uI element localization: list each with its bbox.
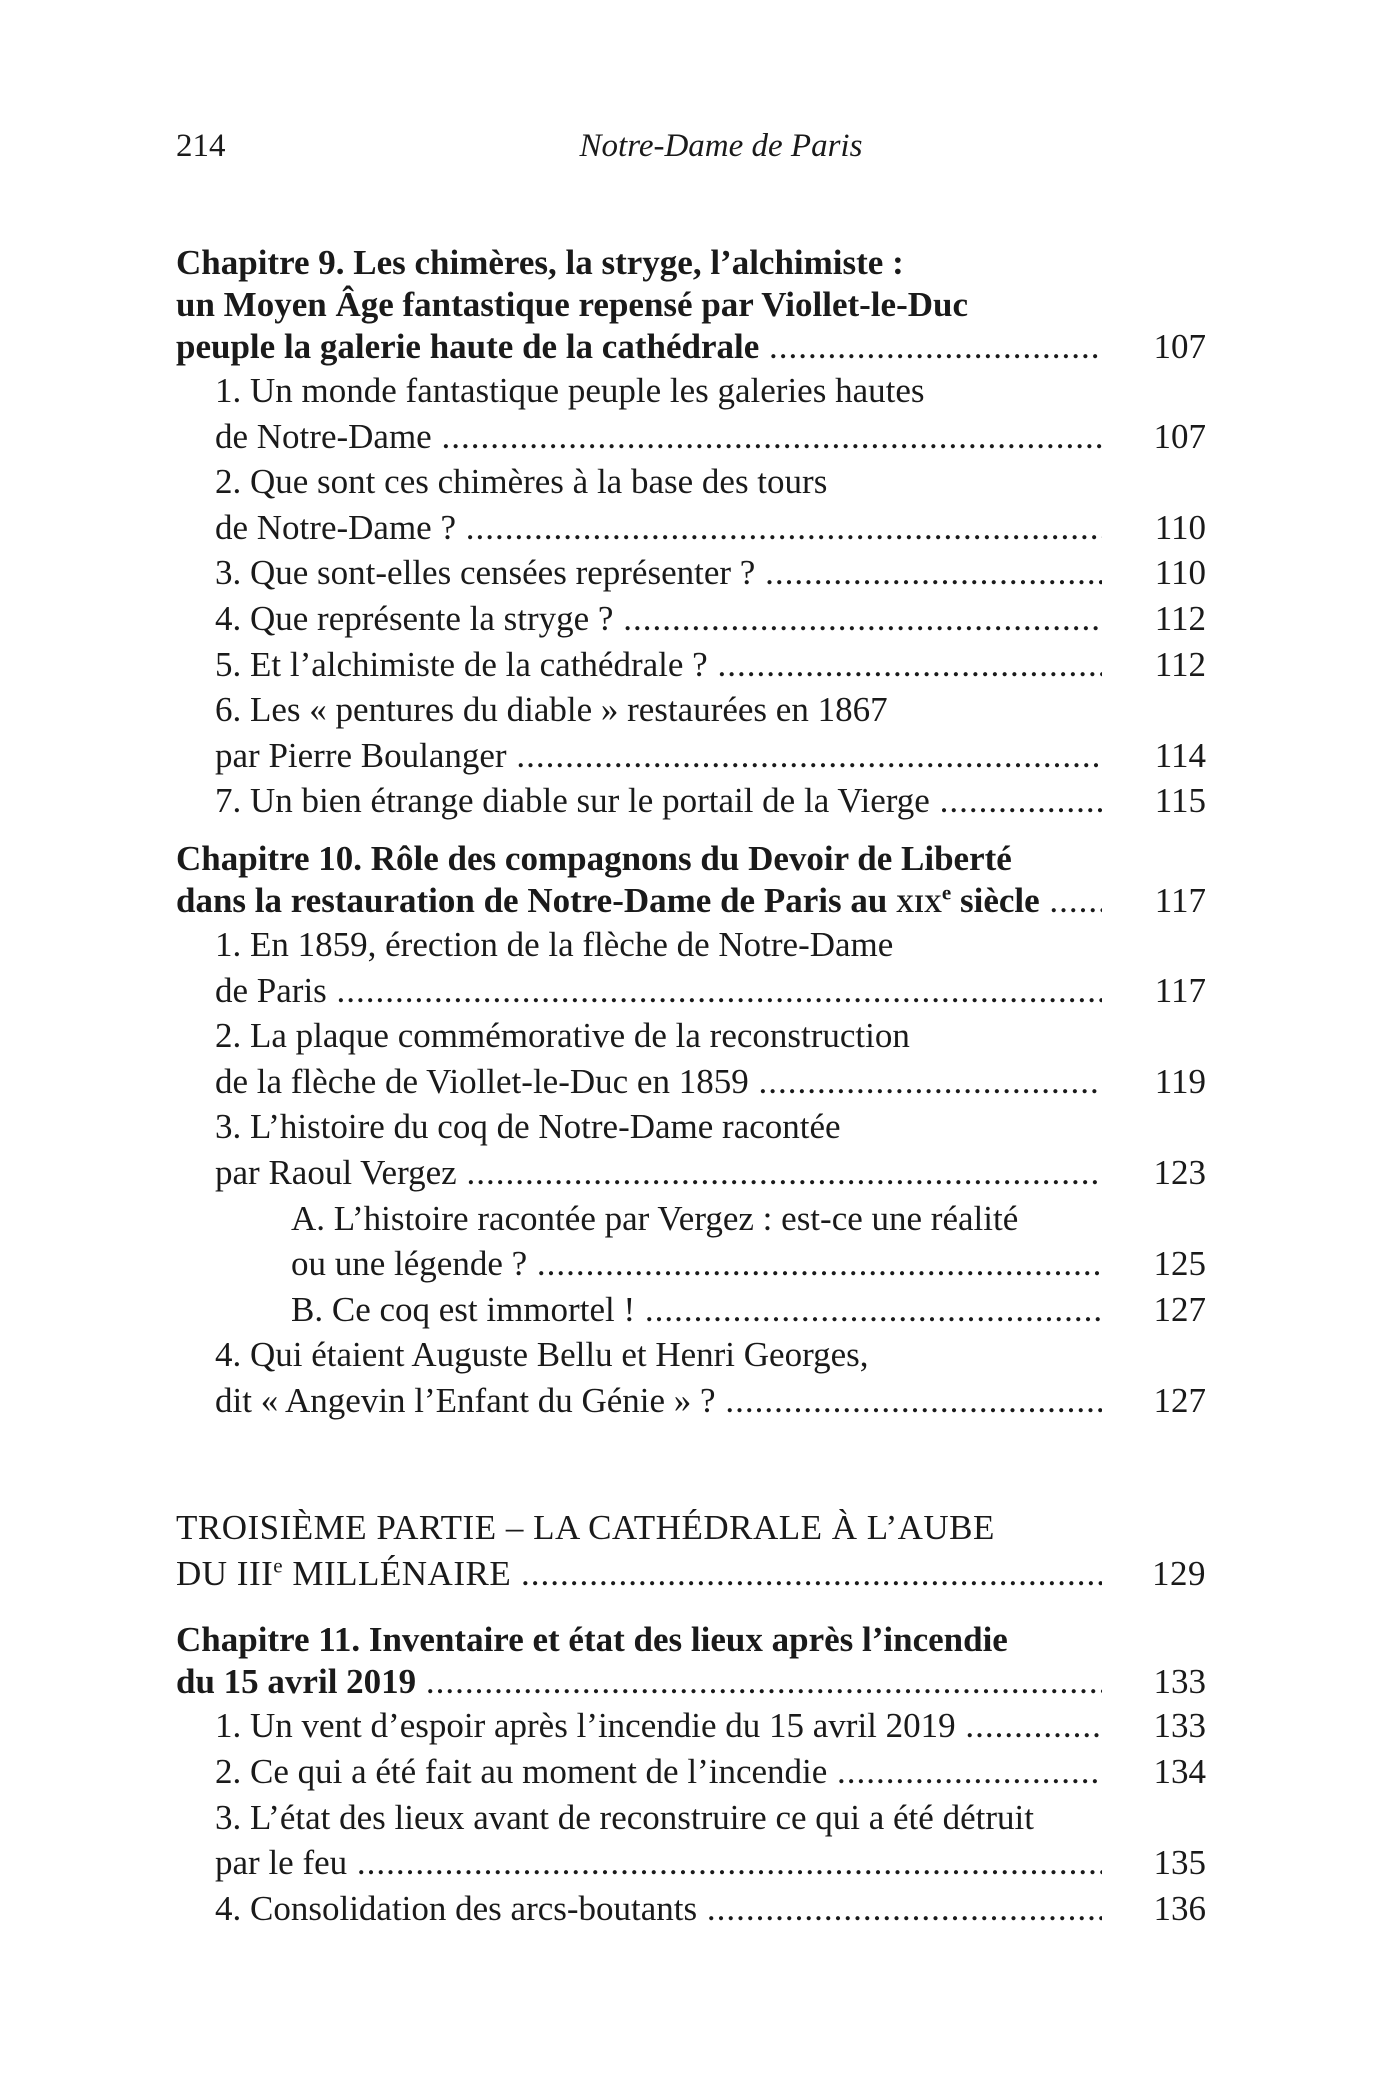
table-of-contents — [176, 242, 1206, 1931]
toc-item — [176, 1332, 1206, 1423]
toc-item-text: A. L’histoire racontée par Vergez : est-ce une réalité — [291, 1198, 1019, 1238]
toc-item — [176, 1013, 1206, 1104]
toc-subitem — [176, 1287, 1206, 1333]
toc-item — [176, 1749, 1206, 1795]
toc-page-number: 133 — [1153, 1662, 1206, 1702]
toc-item-text: 6. Les « pentures du diable » restaurées en 1867 — [215, 690, 888, 730]
toc-item-text: de Paris ..... — [215, 968, 1102, 1014]
toc-part-3 — [176, 1505, 1206, 1597]
toc-page-number: 135 — [1153, 1843, 1206, 1883]
chapter-title-line: Chapitre 11. Inventaire et état des lieux après l’incendie — [176, 1620, 1008, 1660]
toc-item — [176, 368, 1206, 459]
chapter-title-line: Chapitre 10. Rôle des compagnons du Devoir de Liberté — [176, 838, 1012, 878]
toc-page-number: 125 — [1153, 1244, 1206, 1284]
toc-item-text: 7. Un bien étrange diable sur le portail de la Vierge ..... — [215, 778, 1102, 824]
toc-subitem — [176, 1196, 1206, 1287]
toc-item — [176, 1795, 1206, 1886]
toc-chapter-10 — [176, 838, 1206, 922]
toc-item-text: par Raoul Vergez ..... — [215, 1150, 1102, 1196]
toc-page-number: 112 — [1154, 644, 1206, 684]
toc-item — [176, 1703, 1206, 1749]
toc-item-text: dit « Angevin l’Enfant du Génie » ? ..... — [215, 1378, 1102, 1424]
chapter-title-line: peuple la galerie haute de la cathédrale ..... — [176, 326, 1102, 368]
toc-item — [176, 922, 1206, 1013]
toc-item-text: 1. Un monde fantastique peuple les galeries hautes — [215, 371, 925, 410]
toc-page-number: 117 — [1154, 880, 1206, 920]
toc-item-text: 2. Que sont ces chimères à la base des tours — [215, 462, 828, 502]
toc-page-number: 114 — [1154, 735, 1206, 775]
toc-page-number: 133 — [1153, 1706, 1206, 1746]
toc-item-text: 5. Et l’alchimiste de la cathédrale ? ..... — [215, 642, 1102, 688]
running-title: Notre-Dame de Paris — [579, 128, 863, 164]
toc-item-text: ou une légende ? ..... — [291, 1241, 1102, 1287]
toc-item — [176, 778, 1206, 824]
chapter-title-line: du 15 avril 2019 ..... — [176, 1661, 1102, 1703]
toc-item-text: 2. Ce qui a été fait au moment de l’incendie ..... — [215, 1749, 1102, 1795]
toc-item — [176, 459, 1206, 550]
toc-item — [176, 642, 1206, 688]
toc-item — [176, 596, 1206, 642]
toc-item — [176, 1104, 1206, 1195]
toc-page-number: 127 — [1153, 1380, 1206, 1420]
toc-item-text: 4. Que représente la stryge ? ..... — [215, 596, 1102, 642]
toc-page-number: 123 — [1153, 1152, 1206, 1192]
chapter-title-line: dans la restauration de Notre-Dame de Paris au xix$^e$ siècle ..... — [176, 880, 1102, 922]
toc-item-text: B. Ce coq est immortel ! ..... — [291, 1287, 1102, 1333]
chapter-title-line: Chapitre 9. Les chimères, la stryge, l’alchimiste : — [176, 243, 904, 282]
toc-item-text: par le feu ..... — [215, 1840, 1102, 1886]
chapter-title-line: un Moyen Âge fantastique repensé par Viollet-le-Duc — [176, 285, 968, 324]
toc-page-number: 110 — [1154, 553, 1206, 593]
toc-page-number: 129 — [1152, 1554, 1206, 1594]
toc-item-text: de la flèche de Viollet-le-Duc en 1859 ..... — [215, 1059, 1102, 1105]
toc-page-number: 112 — [1154, 598, 1206, 638]
toc-page-number: 115 — [1154, 781, 1206, 821]
toc-page-number: 107 — [1153, 327, 1206, 366]
toc-page-number: 110 — [1154, 507, 1206, 547]
toc-chapter-11 — [176, 1619, 1206, 1703]
page-number: 214 — [176, 128, 226, 164]
toc-item-text: 3. L’histoire du coq de Notre-Dame racontée — [215, 1107, 841, 1147]
toc-item — [176, 550, 1206, 596]
toc-page-number: 107 — [1153, 416, 1206, 456]
toc-item-text: de Notre-Dame ? ..... — [215, 505, 1102, 551]
toc-item-text: 1. En 1859, érection de la flèche de Notre-Dame — [215, 924, 894, 964]
toc-item-text: 3. L’état des lieux avant de reconstruire ce qui a été détruit — [215, 1797, 1034, 1837]
toc-item-text: 1. Un vent d’espoir après l’incendie du 15 avril 2019 ..... — [215, 1703, 1102, 1749]
part-title-line: TROISIÈME PARTIE – LA CATHÉDRALE À L’AUBE — [176, 1508, 995, 1548]
toc-page-number: 127 — [1153, 1289, 1206, 1329]
toc-item — [176, 687, 1206, 778]
toc-item-text: 4. Qui étaient Auguste Bellu et Henri Georges, — [215, 1335, 869, 1375]
toc-item — [176, 1886, 1206, 1932]
toc-chapter-9 — [176, 242, 1206, 368]
toc-item-text: 2. La plaque commémorative de la reconstruction — [215, 1016, 910, 1056]
toc-item-text: de Notre-Dame ..... — [215, 414, 1102, 460]
toc-page-number: 117 — [1154, 970, 1206, 1010]
running-header — [176, 128, 1206, 178]
toc-item-text: 3. Que sont-elles censées représenter ? ..... — [215, 550, 1102, 596]
toc-item-text: 4. Consolidation des arcs-boutants ..... — [215, 1886, 1102, 1932]
toc-page-number: 119 — [1154, 1061, 1206, 1101]
part-title-line: DU IIIe MILLÉNAIRE ..... — [176, 1551, 1102, 1597]
toc-page-number: 136 — [1153, 1888, 1206, 1928]
toc-item-text: par Pierre Boulanger ..... — [215, 733, 1102, 779]
toc-page-number: 134 — [1153, 1752, 1206, 1792]
